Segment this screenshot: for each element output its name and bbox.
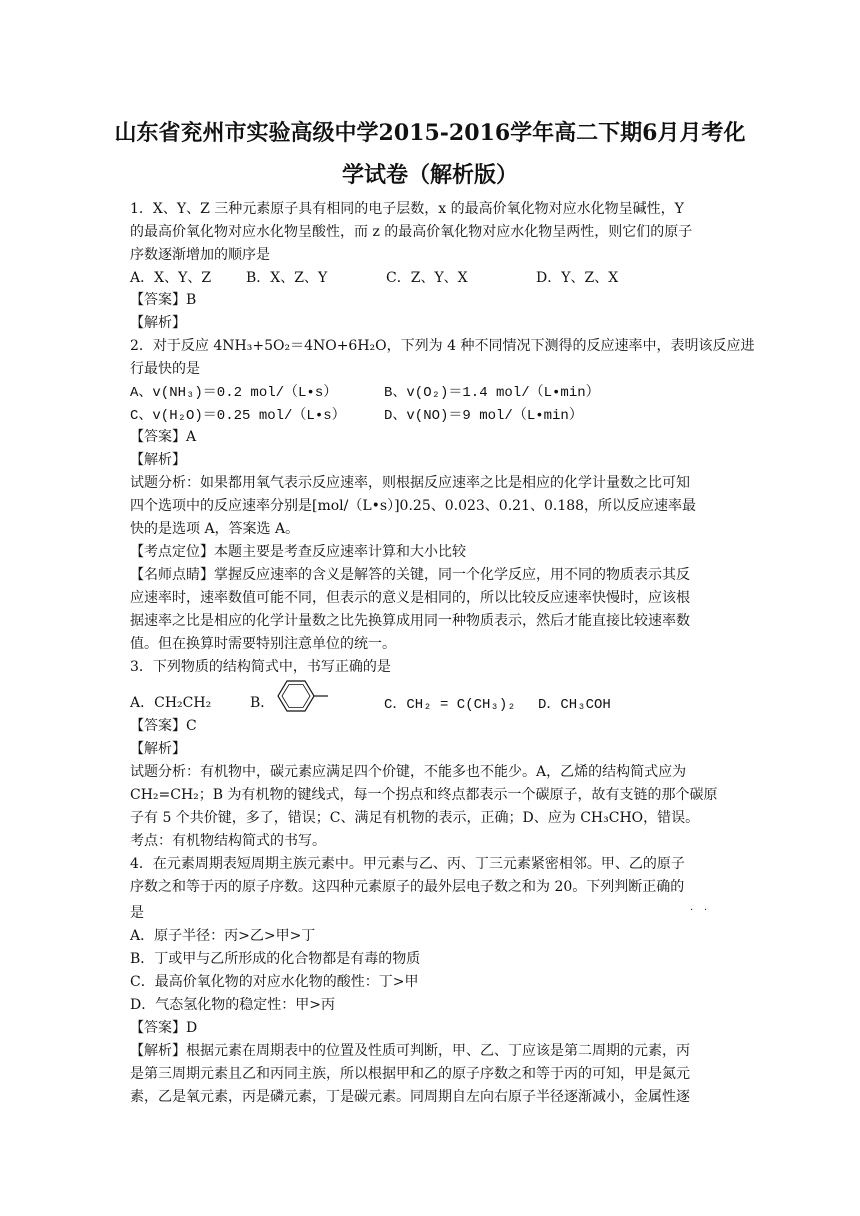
q2-stem-line-2: 行最快的是: [130, 361, 200, 377]
q2-teacher-tip-line-1: 【名师点睛】掌握反应速率的含义是解答的关键，同一个化学反应，用不同的物质表示其反: [130, 567, 690, 583]
q4-option-b: B．丁或甲与乙所形成的化合物都是有毒的物质: [130, 951, 421, 967]
q3-explanation-line-3: 子有 5 个共价键，多了，错误；C、满足有机物的表示，正确；D、应为 CH₃CHO，错误。: [130, 810, 700, 826]
q1-stem-line-1: 1．X、Y、Z 三种元素原子具有相同的电子层数，x 的最高价氧化物对应水化物呈碱性，Y: [130, 201, 684, 217]
q1-stem-line-2: 的最高价氧化物对应水化物呈酸性，而 z 的最高价氧化物对应水化物呈两性，则它们的原子: [130, 224, 693, 240]
q3-knowledge-point: 考点：有机物结构简式的书写。: [130, 833, 326, 849]
q2-analysis-label: 【解析】: [130, 452, 186, 468]
q4-stem-line-1: 4．在元素周期表短周期主族元素中。甲元素与乙、丙、丁三元素紧密相邻。甲、乙的原子: [130, 856, 685, 872]
q1-answer: 【答案】B: [130, 292, 197, 308]
q2-option-d: D、v(NO)＝9 mol/（L•min）: [384, 408, 583, 424]
q2-stem-line-1: 2．对于反应 4NH₃+5O₂＝4NO+6H₂O，下列为 4 种不同情况下测得的反应速率中，表明该反应进: [130, 338, 755, 354]
q3-option-d: D．CH₃COH: [538, 697, 611, 713]
q2-option-b: B、v(O₂)＝1.4 mol/（L•min）: [384, 385, 600, 401]
q4-stem-line-2: 序数之和等于丙的原子序数。这四种元素原子的最外层电子数之和为 20。下列判断正确的: [130, 879, 685, 895]
q4-explanation-line-2: 是第三周期元素且乙和丙同主族，所以根据甲和乙的原子序数之和等于丙的可知，甲是氮元: [130, 1066, 690, 1082]
q2-explanation-line-1: 试题分析：如果都用氧气表示反应速率，则根据反应速率之比是相应的化学计量数之比可知: [130, 475, 690, 491]
q4-option-c: C．最高价氧化物的对应水化物的酸性：丁>甲: [130, 974, 419, 990]
q4-explanation-line-3: 素，乙是氧元素，丙是磷元素，丁是碳元素。同周期自左向右原子半径逐渐减小，金属性逐: [130, 1089, 690, 1105]
q1-option-d: D．Y、Z、X: [536, 270, 619, 286]
q2-explanation-line-3: 快的是选项 A，答案选 A。: [130, 521, 300, 537]
q4-option-d: D．气态氢化物的稳定性：甲>丙: [130, 997, 335, 1013]
q3-option-b-label: B．: [250, 695, 275, 711]
q2-option-c: C、v(H₂O)＝0.25 mol/（L•s）: [130, 408, 346, 424]
q2-option-a: A、v(NH₃)＝0.2 mol/（L•s）: [130, 385, 338, 401]
q3-option-a: A．CH₂CH₂: [130, 695, 212, 711]
q2-teacher-tip-line-3: 据速率之比是相应的化学计量数之比先换算成用同一种物质表示，然后才能直接比较速率数: [130, 613, 690, 629]
toluene-skeletal-structure: [270, 672, 334, 720]
q3-explanation-line-1: 试题分析：有机物中，碳元素应满足四个价键，不能多也不能少。A，乙烯的结构简式应为: [130, 764, 687, 780]
q1-option-c: C．Z、Y、X: [386, 270, 468, 286]
q3-analysis-label: 【解析】: [130, 741, 186, 757]
q2-knowledge-point: 【考点定位】本题主要是考查反应速率计算和大小比较: [130, 544, 466, 560]
document-title-line-1: 山东省兖州市实验高级中学2015-2016学年高二下期6月月考化: [114, 120, 746, 146]
q4-stem-line-3: 是: [130, 905, 144, 921]
emphasis-dot: ·: [690, 905, 694, 916]
q4-explanation-line-1: 【解析】根据元素在周期表中的位置及性质可判断，甲、乙、丁应该是第二周期的元素，丙: [130, 1043, 690, 1059]
q1-option-a: A．X、Y、Z: [130, 270, 212, 286]
q1-option-b: B．X、Z、Y: [246, 270, 328, 286]
q2-teacher-tip-line-2: 应速率时，速率数值可能不同，但表示的意义是相同的，所以比较反应速率快慢时，应该根: [130, 590, 690, 606]
q3-explanation-line-2: CH₂=CH₂；B 为有机物的键线式，每一个拐点和终点都表示一个碳原子，故有支链的那个碳原: [130, 787, 718, 803]
q2-answer: 【答案】A: [130, 429, 197, 445]
q3-answer: 【答案】C: [130, 718, 197, 734]
q2-explanation-line-2: 四个选项中的反应速率分别是[mol/（L•s）]0.25、0.023、0.21、0.188，所以反应速率最: [130, 498, 697, 514]
q1-analysis-label: 【解析】: [130, 315, 186, 331]
q3-stem: 3．下列物质的结构简式中，书写正确的是: [130, 659, 391, 675]
q4-option-a: A．原子半径：丙>乙>甲>丁: [130, 928, 316, 944]
emphasis-dot: ·: [704, 905, 708, 916]
q3-option-c: C．CH₂ = C(CH₃)₂: [384, 697, 516, 713]
q2-teacher-tip-line-4: 值。但在换算时需要特别注意单位的统一。: [130, 636, 396, 652]
q1-stem-line-3: 序数逐渐增加的顺序是: [130, 247, 270, 263]
q4-answer: 【答案】D: [130, 1020, 198, 1036]
document-title-line-2: 学试卷（解析版）: [341, 162, 518, 188]
